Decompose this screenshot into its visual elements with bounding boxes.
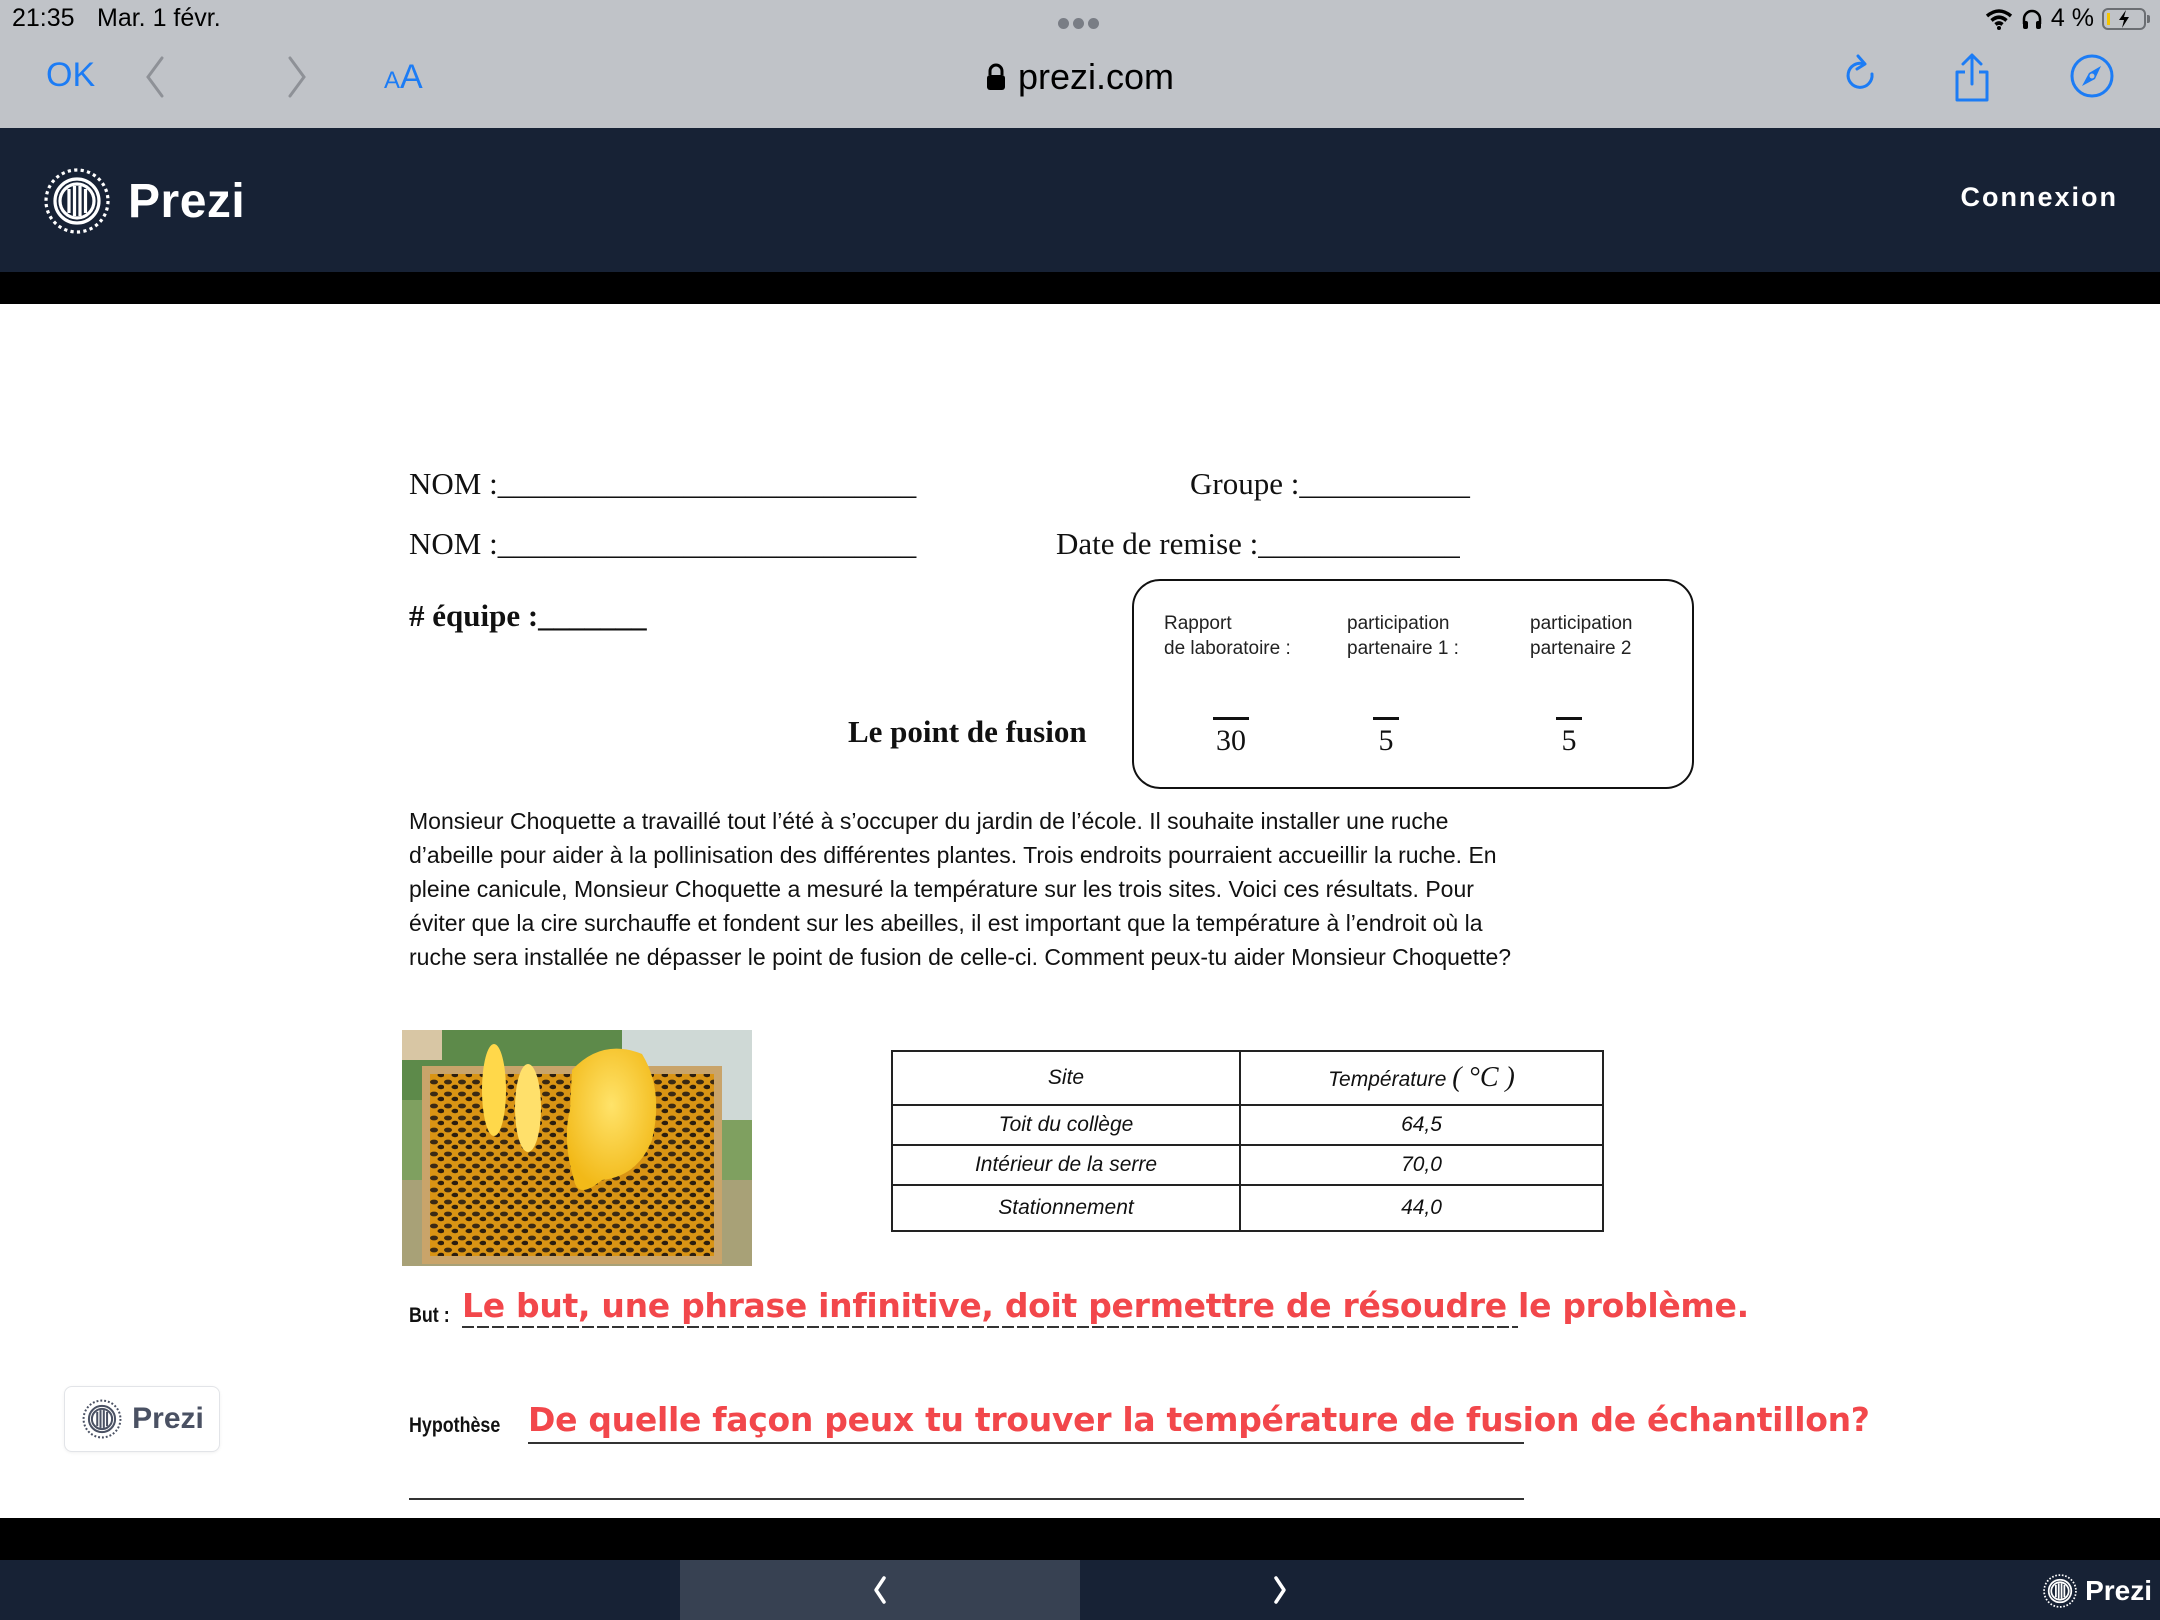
done-button[interactable]: OK [46, 56, 96, 94]
hypothese-answer-line [528, 1442, 1524, 1444]
prezi-badge[interactable] [64, 1386, 220, 1452]
status-time: 21:35 [12, 4, 75, 32]
problem-statement: Monsieur Choquette a travaillé tout l’été à s’occuper du jardin de l’école. Il souhaite installer une ruche d’abeille pour aider à la pollinisation des différentes plantes. Trois endroits pourraient accueillir la ruche. En pleine canicule, Monsieur Choquette a mesuré la température sur les trois sites. Voici ces résultats. Pour éviter que la cire surchauffe et fondent sur les abeilles, il est important que la température à l’endroit où la ruche sera installée ne dépasser le point de fusion de celle-ci. Comment peux-tu aider Monsieur Choquette? [409, 808, 1512, 970]
prezi-logo-icon [2041, 1572, 2079, 1610]
chevron-right-icon [1270, 1575, 1290, 1605]
badge-brand-name: Prezi [132, 1402, 204, 1435]
presentation-canvas [0, 304, 2160, 1518]
battery-percent: 4 % [2050, 4, 2094, 32]
login-link[interactable]: Connexion [1960, 182, 2118, 212]
field-groupe: Groupe :___________ [1190, 466, 1470, 501]
footer-brand-name: Prezi [2085, 1575, 2152, 1606]
compass-icon[interactable] [2068, 52, 2116, 100]
grade-label-partenaire-1: participation partenaire 1 : [1347, 613, 1459, 659]
column-header-temperature: Température ( °C ) [1240, 1051, 1603, 1105]
footer-prezi-logo[interactable] [2041, 1572, 2152, 1610]
canvas-border-bottom [0, 1518, 2160, 1560]
lock-icon [986, 63, 1006, 91]
column-header-site: Site [892, 1051, 1240, 1105]
table-row [892, 1145, 1603, 1185]
cell-temperature: 64,5 [1240, 1105, 1603, 1145]
prezi-logo-icon [40, 164, 114, 238]
grade-value-partenaire-1: 5 [1370, 717, 1402, 758]
but-answer-line [462, 1326, 1518, 1328]
canvas-border-top [0, 272, 2160, 304]
back-chevron-icon[interactable] [136, 52, 176, 102]
next-step-button[interactable] [1080, 1560, 1480, 1620]
but-answer: Le but, une phrase infinitive, doit permettre de résoudre le problème. [462, 1286, 1749, 1325]
prezi-logo[interactable] [40, 164, 245, 238]
forward-chevron-icon[interactable] [276, 52, 316, 102]
page-title: Le point de fusion [848, 714, 1087, 749]
hypothese-label: Hypothèse [409, 1414, 501, 1437]
field-equipe: # équipe :_______ [409, 598, 647, 633]
beehive-frame-photo [402, 1030, 752, 1266]
browser-toolbar [0, 0, 2160, 128]
reload-icon[interactable] [1842, 52, 1880, 98]
grade-value-partenaire-2: 5 [1553, 717, 1585, 758]
status-indicators [1985, 4, 2146, 33]
but-label: But : [409, 1304, 450, 1327]
multitasking-dots[interactable] [1058, 18, 1099, 29]
battery-charging-icon [2102, 8, 2146, 30]
field-nom-1: NOM :___________________________ [409, 466, 917, 501]
wifi-icon [1985, 8, 2013, 30]
field-nom-2: NOM :___________________________ [409, 526, 917, 561]
table-row [892, 1185, 1603, 1231]
share-icon[interactable] [1952, 52, 1992, 104]
prezi-logo-icon [80, 1397, 124, 1441]
previous-step-button[interactable] [680, 1560, 1080, 1620]
table-row [892, 1105, 1603, 1145]
grade-label-rapport: Rapport de laboratoire : [1164, 613, 1291, 659]
field-date-remise: Date de remise :_____________ [1056, 526, 1460, 561]
temperature-table [891, 1050, 1604, 1232]
cell-temperature: 44,0 [1240, 1185, 1603, 1231]
url-text: prezi.com [1018, 56, 1175, 97]
cell-site: Intérieur de la serre [892, 1145, 1240, 1185]
presentation-nav-bar [0, 1560, 2160, 1620]
cell-site: Toit du collège [892, 1105, 1240, 1145]
chevron-left-icon [870, 1575, 890, 1605]
prezi-header [0, 128, 2160, 272]
prezi-brand-name: Prezi [128, 174, 246, 228]
status-date: Mar. 1 févr. [97, 4, 221, 32]
cell-site: Stationnement [892, 1185, 1240, 1231]
headphones-icon [2021, 8, 2043, 30]
hypothese-extra-line [409, 1498, 1524, 1500]
grade-value-rapport: 30 [1204, 717, 1258, 758]
hypothese-answer: De quelle façon peux tu trouver la température de fusion de échantillon? [528, 1400, 1870, 1439]
text-size-button[interactable]: AA [384, 58, 423, 96]
address-bar[interactable] [986, 56, 1174, 98]
table-header-row [892, 1051, 1603, 1105]
cell-temperature: 70,0 [1240, 1145, 1603, 1185]
grade-label-partenaire-2: participation partenaire 2 [1530, 613, 1633, 659]
